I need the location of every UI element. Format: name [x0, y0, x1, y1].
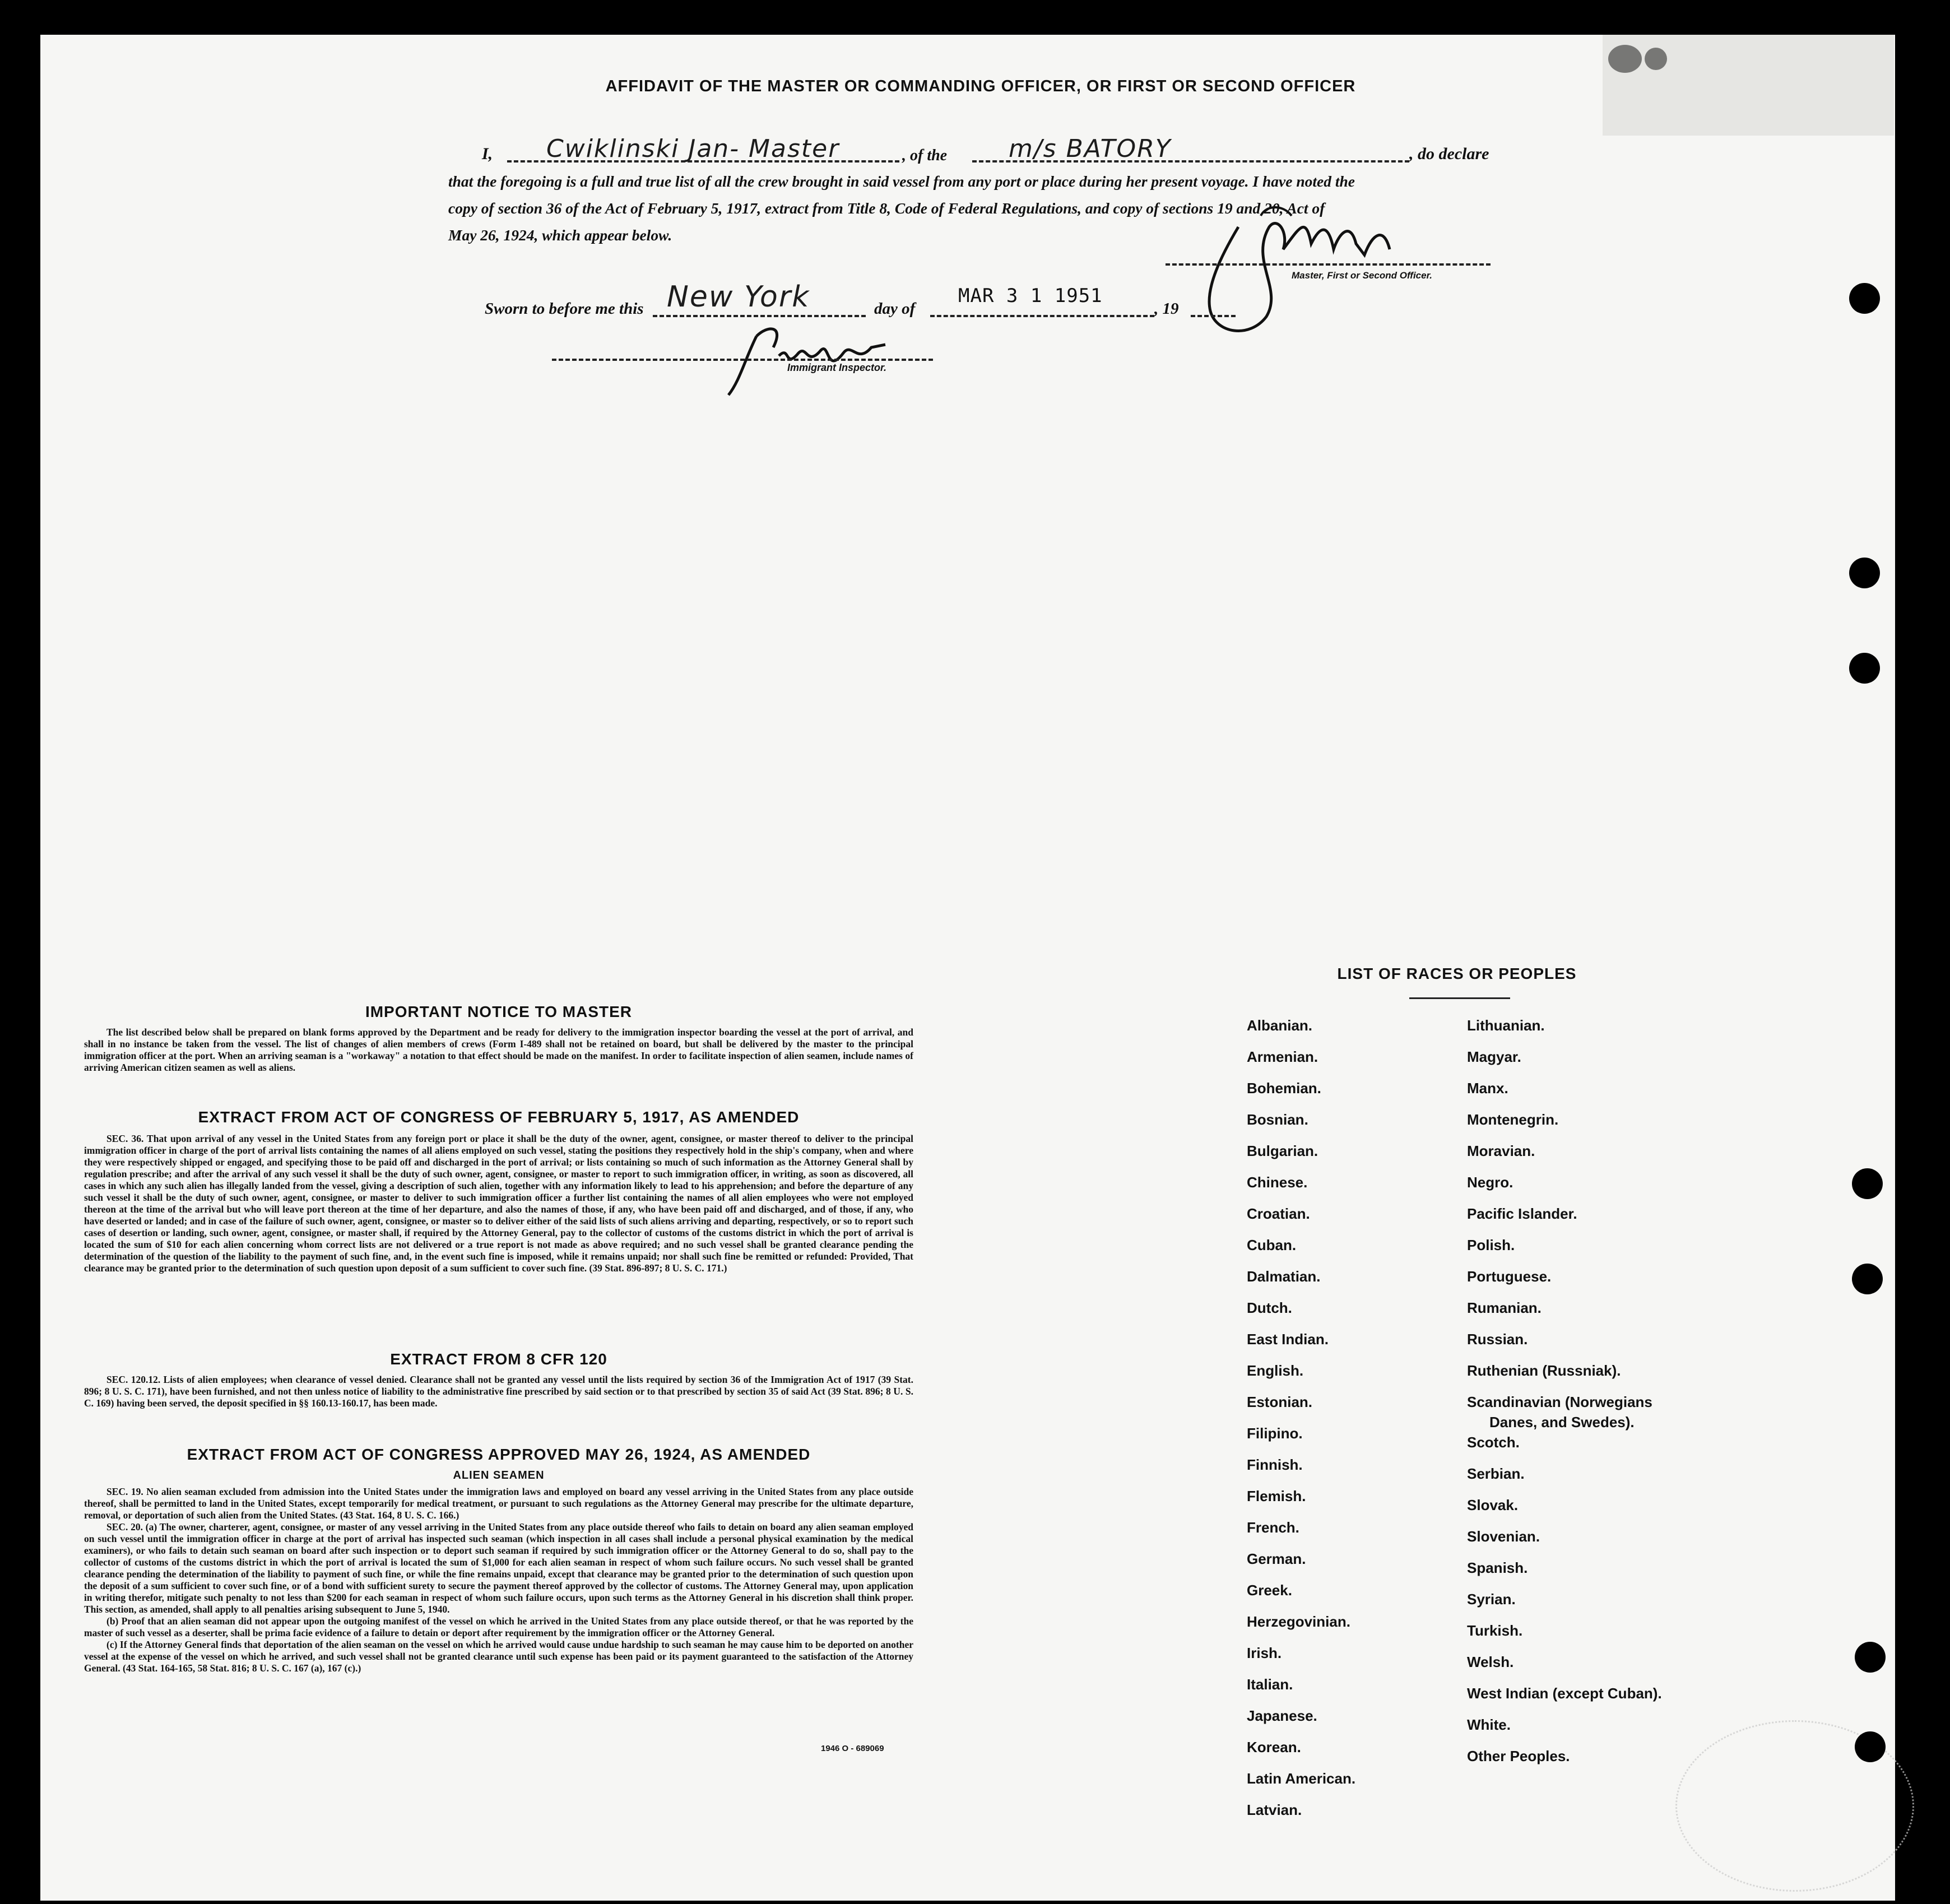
race-item: Scandinavian (Norwegians: [1467, 1394, 1652, 1410]
race-item: Montenegrin.: [1467, 1111, 1559, 1128]
extract-1917-body: [84, 1133, 913, 1274]
day-of-label: day of: [874, 300, 916, 318]
tape-residue: [1603, 35, 1894, 136]
notice-body: [84, 1027, 913, 1074]
race-item: French.: [1247, 1519, 1299, 1536]
races-title: LIST OF RACES OR PEOPLES: [1337, 965, 1577, 982]
races-title-underline: [1409, 997, 1510, 999]
race-item: Italian.: [1247, 1676, 1293, 1693]
race-item: Polish.: [1467, 1237, 1515, 1253]
race-item: Portuguese.: [1467, 1268, 1552, 1285]
affidavit-body-line1: that the foregoing is a full and true list of all the crew brought in said vessel from any port or place during her present voyage. I have noted the: [448, 173, 1355, 190]
race-item: Danes, and Swedes).: [1489, 1414, 1635, 1431]
date-stamp: MAR 3 1 1951: [958, 285, 1103, 307]
inspector-caption: Immigrant Inspector.: [787, 362, 887, 373]
race-item: Moravian.: [1467, 1143, 1535, 1159]
master-signature-line: [1166, 263, 1491, 266]
affidavit-body-line2: copy of section 36 of the Act of February 5, 1917, extract from Title 8, Code of Federal Regulations, and copy of sections 19 and 20, Act of: [448, 199, 1325, 217]
affidavit-body-line3: May 26, 1924, which appear below.: [448, 226, 672, 244]
race-item: Latin American.: [1247, 1770, 1356, 1787]
master-caption: Master, First or Second Officer.: [1292, 270, 1432, 281]
race-item: Slovenian.: [1467, 1528, 1540, 1545]
race-item: Bohemian.: [1247, 1080, 1321, 1097]
section-36-paragraph: SEC. 36. That upon arrival of any vessel in the United States from any foreign port or place it shall be the duty of the owner, agent, consignee, or master thereof to deliver to the principal immigration officer in charge of the port of arrival lists containing the names of all aliens employed on such vessel, stating the positions they respectively hold in the ship's company, when and where they were respectively shipped or engaged, and specifying those to be paid off and discharged in the port of arrival; or lists containing so much of such information as the Attorney General shall by regulation prescribe; and after the arrival of any such vessel it shall be the duty of such owner, agent, consignee, or master to report to such immigration officer, in writing, as soon as discovered, all cases in which any such alien has illegally landed from the vessel, giving a description of such alien, together with any information likely to lead to his apprehension; and before the departure of any such vessel it shall be the duty of such owner, agent, consignee, or master to deliver to such immigration officer a further list containing the names of all alien employees who were not employed thereon at the time of the arrival but who will leave port thereon at the time of her departure, and also the names of those, if any, who have been paid off and discharged, and of those, if any, who have deserted or landed; and in case of the failure of such owner, agent, consignee, or master so to deliver either of the said lists of such aliens arriving and departing, respectively, or so to report such cases of desertion or landing, such owner, agent, consignee, or master shall, if required by the Attorney General, pay to the collector of customs of the customs district in which the port of arrival is located the sum of $10 for each alien concerning whom correct lists are not delivered or a true report is not made as above required; and no such vessel shall be granted clearance pending the determination of the question of the liability to the payment of such fine, and, in the event such fine is imposed, while it remains unpaid; nor shall such fine be remitted or refunded: Provided, That clearance may be granted prior to the determination of such question upon deposit of a sum sufficient to cover such fine. (39 Stat. 896-897; 8 U. S. C. 171.): [84, 1133, 913, 1274]
date-line: [930, 315, 1154, 317]
punch-hole: [1852, 1264, 1883, 1294]
section-20c-paragraph: (c) If the Attorney General finds that deportation of the alien seaman on the vessel on which he arrived would cause undue hardship to such seaman he may cause him to be deported on another vessel at the expense of the vessel on which he arrived, and such vessel shall not be granted clearance until such expense has been paid or its payment guaranteed to the satisfaction of the Attorney General. (43 Stat. 164-165, 58 Stat. 816; 8 U. S. C. 167 (a), 167 (c).): [84, 1639, 913, 1674]
race-item: Magyar.: [1467, 1048, 1521, 1065]
extract-1924-title: EXTRACT FROM ACT OF CONGRESS APPROVED MAY 26, 1924, AS AMENDED: [187, 1446, 811, 1463]
race-item: White.: [1467, 1716, 1511, 1733]
race-item: English.: [1247, 1362, 1304, 1379]
extract-1924-body: [84, 1486, 913, 1674]
race-item: Dutch.: [1247, 1299, 1292, 1316]
year-label: , 19: [1154, 300, 1179, 318]
section-20b-paragraph: (b) Proof that an alien seaman did not appear upon the outgoing manifest of the vessel on which he arrived in the United States from any place outside thereof, or that he was reported by the master of such vessel as a deserter, shall be prima facie evidence of a failure to detain or deport after requirement by the immigration officer or the Attorney General.: [84, 1615, 913, 1638]
race-item: Estonian.: [1247, 1394, 1313, 1410]
race-item: Herzegovinian.: [1247, 1613, 1350, 1630]
print-code: 1946 O - 689069: [821, 1744, 884, 1753]
vessel-name-handwritten: m/s BATORY: [1009, 134, 1172, 163]
section-19-paragraph: SEC. 19. No alien seaman excluded from admission into the United States under the immigration laws and employed on board any vessel arriving in the United States from any place outside thereof, shall be permitted to land in the United States, except temporarily for medical treatment, or pursuant to such regulations as the Attorney General may prescribe for the ultimate departure, removal, or deportation of such alien from the United States. (43 Stat. 164, 8 U. S. C. 166.): [84, 1486, 913, 1521]
master-signature: [1171, 193, 1462, 345]
race-item: Bosnian.: [1247, 1111, 1308, 1128]
punch-hole: [1855, 1642, 1886, 1673]
master-name-handwritten: Cwiklinski Jan- Master: [546, 134, 840, 163]
race-item: Scotch.: [1467, 1434, 1520, 1451]
race-item: Flemish.: [1247, 1488, 1306, 1504]
race-item: Albanian.: [1247, 1017, 1313, 1034]
race-item: Chinese.: [1247, 1174, 1308, 1191]
race-item: Greek.: [1247, 1582, 1292, 1599]
place-handwritten: New York: [667, 280, 810, 314]
race-item: Russian.: [1467, 1331, 1528, 1348]
notice-title: IMPORTANT NOTICE TO MASTER: [365, 1003, 633, 1020]
do-declare-label: , do declare: [1409, 145, 1489, 163]
race-item: Slovak.: [1467, 1497, 1519, 1513]
extract-cfr-title: EXTRACT FROM 8 CFR 120: [390, 1350, 607, 1368]
race-item: Armenian.: [1247, 1048, 1318, 1065]
punch-hole: [1849, 283, 1880, 314]
race-item: Ruthenian (Russniak).: [1467, 1362, 1621, 1379]
race-item: Welsh.: [1467, 1654, 1514, 1670]
race-item: Pacific Islander.: [1467, 1205, 1577, 1222]
punch-hole: [1855, 1731, 1886, 1762]
race-item: Manx.: [1467, 1080, 1508, 1097]
extract-1917-title: EXTRACT FROM ACT OF CONGRESS OF FEBRUARY 5, 1917, AS AMENDED: [198, 1108, 800, 1126]
race-item: Dalmatian.: [1247, 1268, 1321, 1285]
race-item: Turkish.: [1467, 1622, 1523, 1639]
race-item: Spanish.: [1467, 1559, 1528, 1576]
race-item: Lithuanian.: [1467, 1017, 1545, 1034]
race-item: Korean.: [1247, 1739, 1301, 1756]
extract-cfr-body: [84, 1374, 913, 1409]
year-line: [1191, 315, 1236, 317]
punch-hole: [1849, 653, 1880, 684]
race-item: Finnish.: [1247, 1456, 1303, 1473]
race-item: Syrian.: [1467, 1591, 1516, 1608]
races-left-column: [1247, 1017, 1460, 1833]
race-item: Latvian.: [1247, 1801, 1302, 1818]
race-item: East Indian.: [1247, 1331, 1329, 1348]
race-item: Irish.: [1247, 1645, 1282, 1661]
race-item: Cuban.: [1247, 1237, 1297, 1253]
race-item: Serbian.: [1467, 1465, 1525, 1482]
affidavit-title: AFFIDAVIT OF THE MASTER OR COMMANDING OFFICER, OR FIRST OR SECOND OFFICER: [605, 77, 1356, 95]
race-item: Bulgarian.: [1247, 1143, 1318, 1159]
race-item: German.: [1247, 1550, 1306, 1567]
race-item: Filipino.: [1247, 1425, 1303, 1442]
race-item: Croatian.: [1247, 1205, 1310, 1222]
sworn-label: Sworn to before me this: [485, 300, 644, 318]
punch-hole: [1849, 558, 1880, 588]
race-item: West Indian (except Cuban).: [1467, 1685, 1662, 1702]
race-item: Rumanian.: [1467, 1299, 1542, 1316]
inspector-signature-line: [552, 359, 933, 361]
race-item: Negro.: [1467, 1174, 1513, 1191]
notice-paragraph: The list described below shall be prepared on blank forms approved by the Department and be ready for delivery to the immigration inspector boarding the vessel at the port of arrival, and shall in no instance be taken from the vessel. The list of changes of alien members of crews (Form I-489 shall not be retained on board, but shall be delivered by the master to the principal immigration officer at the port. When an arriving seaman is a "workaway" a notation to that effect should be made on the manifest. In order to facilitate inspection of alien seamen, include names of arriving American citizen seamen as well as aliens.: [84, 1027, 913, 1073]
section-20a-paragraph: SEC. 20. (a) The owner, charterer, agent, consignee, or master of any vessel arriving in the United States from any place outside thereof who fails to detain on board any alien seaman employed on such vessel until the immigration officer in charge at the port of arrival has inspected such seaman (which inspection in all cases shall include a personal physical examination by the medical examiners), or who fails to detain such seaman on board after such inspection or to deport such seaman if required by such immigration officer or the Attorney General to do so, shall pay to the collector of customs of the customs district in which the port of arrival is located the sum of $1,000 for each alien seaman in respect of whom such failure occurs. No such vessel shall be granted clearance pending the determination of the liability to payment of such fine, or while the fine remains unpaid, except that clearance may be granted prior to the determination of such question upon the deposit of a sum sufficient to cover such fine, or of a bond with sufficient surety to secure the payment thereof approved by the collector of customs. The Attorney General may, upon application in writing therefor, mitigate such penalty to not less than $200 for each seaman in respect of whom such failure occurs, upon such terms as the Attorney General in his discretion shall think proper. This section, as amended, shall apply to all penalties arising subsequent to June 5, 1940.: [84, 1521, 913, 1615]
races-right-column: [1467, 1017, 1714, 1779]
of-the-label: , of the: [902, 147, 948, 164]
punch-hole: [1852, 1168, 1883, 1199]
section-120-paragraph: SEC. 120.12. Lists of alien employees; when clearance of vessel denied. Clearance shall not be granted any vessel until the lists required by section 36 of the Immigration Act of 1917 (39 Stat. 896; 8 U. S. C. 171), have been furnished, and not then unless notice of liability to the administrative fine prescribed by said section or to that prescribed by section 35 of said Act (39 Stat. 896; 8 U. S. C. 169) having been served, the deposit specified in §§ 160.13-160.17, has been made.: [84, 1374, 913, 1409]
alien-seamen-subtitle: ALIEN SEAMEN: [453, 1469, 545, 1482]
affidavit-i-label: I,: [482, 145, 493, 163]
race-item: Japanese.: [1247, 1707, 1317, 1724]
race-item: Other Peoples.: [1467, 1748, 1570, 1764]
